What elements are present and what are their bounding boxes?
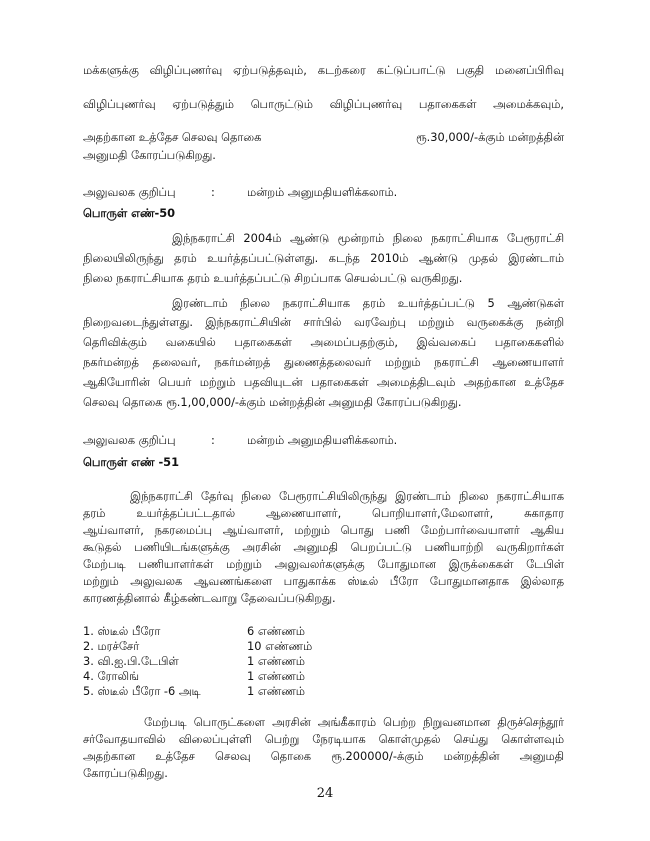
paragraph-line: தெரிவிக்கும் வகையில் பதாகைகள் அமைப்பதற்கும், இவ்வகைப் பதாகைகளில்: [83, 335, 564, 349]
office-note-colon: :: [211, 185, 215, 199]
list-item-qty: 1 எண்ணம்: [247, 654, 305, 668]
intro-amount: ரூ.30,000/-க்கும் மன்றத்தின்: [416, 130, 564, 144]
list-item-name: 5. ஸ்டீல் பீரோ -6 அடி: [83, 684, 201, 698]
list-item-name: 1. ஸ்டீல் பீரோ: [83, 624, 161, 638]
list-item-qty: 1 எண்ணம்: [247, 669, 305, 683]
intro-line: அனுமதி கோரப்படுகிறது.: [83, 148, 216, 162]
paragraph-line: காரணத்தினால் கீழ்கண்டவாறு தேவைப்படுகிறது.: [83, 591, 336, 605]
paragraph-line: நிலையிலிருந்து தரம் உயர்த்தப்பட்டுள்ளது. கடந்த 2010ம் ஆண்டு முதல் இரண்டாம்: [83, 251, 564, 265]
paragraph-line: நிலை நகராட்சியாக தரம் உயர்த்தப்பட்டு சிறப்பாக செயல்பட்டு வருகிறது.: [83, 271, 463, 285]
paragraph-line: தரம் உயர்த்தப்பட்டதால் ஆணையாளர், பொறியாளர்,மேலாளர், சுகாதார: [83, 506, 564, 520]
list-item-qty: 6 எண்ணம்: [247, 624, 305, 638]
list-item-qty: 1 எண்ணம்: [247, 684, 305, 698]
paragraph-line: இரண்டாம் நிலை நகராட்சியாக தரம் உயர்த்தப்பட்டு 5 ஆண்டுகள்: [172, 296, 564, 310]
paragraph-line: செலவு தொகை ரூ.1,00,000/-க்கும் மன்றத்தின் அனுமதி கோரப்படுகிறது.: [83, 395, 462, 409]
office-note-colon: :: [211, 433, 215, 447]
paragraph-line: கூடுதல் பணியிடங்களுக்கு அரசின் அனுமதி பெறப்பட்டு பணியாற்றி வருகிறார்கள்: [83, 540, 564, 554]
list-item-qty: 10 எண்ணம்: [247, 639, 313, 653]
paragraph-line: நகர்மன்றத் தலைவர், நகர்மன்றத் துணைத்தலைவர் மற்றும் நகராட்சி ஆணையாளர்: [83, 355, 564, 369]
office-note-label: அலுவலக குறிப்பு: [83, 185, 176, 199]
paragraph-line: மேற்படி பொருட்களை அரசின் அங்கீகாரம் பெற்ற நிறுவனமான திருச்செந்தூர்: [144, 715, 564, 729]
subject-heading: பொருள் எண் -51: [83, 455, 180, 469]
intro-line-left: அதற்கான உத்தேச செலவு தொகை: [83, 130, 262, 144]
office-note-text: மன்றம் அனுமதியளிக்கலாம்.: [247, 185, 398, 199]
paragraph-line: இந்நகராட்சி 2004ம் ஆண்டு மூன்றாம் நிலை நகராட்சியாக பேரூராட்சி: [172, 231, 564, 245]
paragraph-line: மற்றும் அலுவலக ஆவணங்களை பாதுகாக்க ஸ்டீல் பீரோ போதுமானதாக இல்லாத: [83, 574, 564, 588]
paragraph-line: அதற்கான உத்தேச செலவு தொகை ரூ.200000/-க்கும் மன்றத்தின் அனுமதி: [83, 749, 564, 763]
paragraph-line: நிறைவடைந்துள்ளது. இந்நகராட்சியின் சார்பில் வரவேற்பு மற்றும் வருகைக்கு நன்றி: [83, 315, 564, 329]
paragraph-line: ஆய்வாளர், நகரமைப்பு ஆய்வாளர், மற்றும் பொது பணி மேற்பார்வையாளர் ஆகிய: [83, 523, 564, 537]
paragraph-line: ஆகியோரின் பெயர் மற்றும் பதவியுடன் பதாகைகள் அமைத்திடவும் அதற்கான உத்தேச: [83, 375, 564, 389]
list-item-name: 3. வி.ஐ.பி.டேபிள்: [83, 654, 179, 668]
paragraph-line: இந்நகராட்சி தேர்வு நிலை பேரூராட்சியிலிருந்து இரண்டாம் நிலை நகராட்சியாக: [130, 489, 564, 503]
intro-line: விழிப்புணர்வு ஏற்படுத்தும் பொருட்டும் விழிப்புணர்வு பதாகைகள் அமைக்கவும்,: [83, 97, 564, 111]
list-item-name: 4. ரோலிங்: [83, 669, 139, 683]
paragraph-line: சர்வோதயாவில் விலைப்புள்ளி பெற்று நேரடியாக கொள்முதல் செய்து கொள்ளவும்: [83, 732, 564, 746]
paragraph-line: மேற்படி பணியாளர்கள் மற்றும் அலுவலர்களுக்கு போதுமான இருக்கைகள் டேபிள்: [83, 557, 564, 571]
intro-line: மக்களுக்கு விழிப்புணர்வு ஏற்படுத்தவும், கடற்கரை கட்டுப்பாட்டு பகுதி மனைப்பிரிவு: [83, 63, 564, 77]
office-note-text: மன்றம் அனுமதியளிக்கலாம்.: [247, 433, 398, 447]
subject-heading: பொருள் எண்-50: [83, 206, 176, 220]
office-note-label: அலுவலக குறிப்பு: [83, 433, 176, 447]
list-item-name: 2. மரச்சேர்: [83, 639, 140, 653]
paragraph-line: கோரப்படுகிறது.: [83, 766, 168, 780]
page-number: 24: [316, 786, 334, 801]
